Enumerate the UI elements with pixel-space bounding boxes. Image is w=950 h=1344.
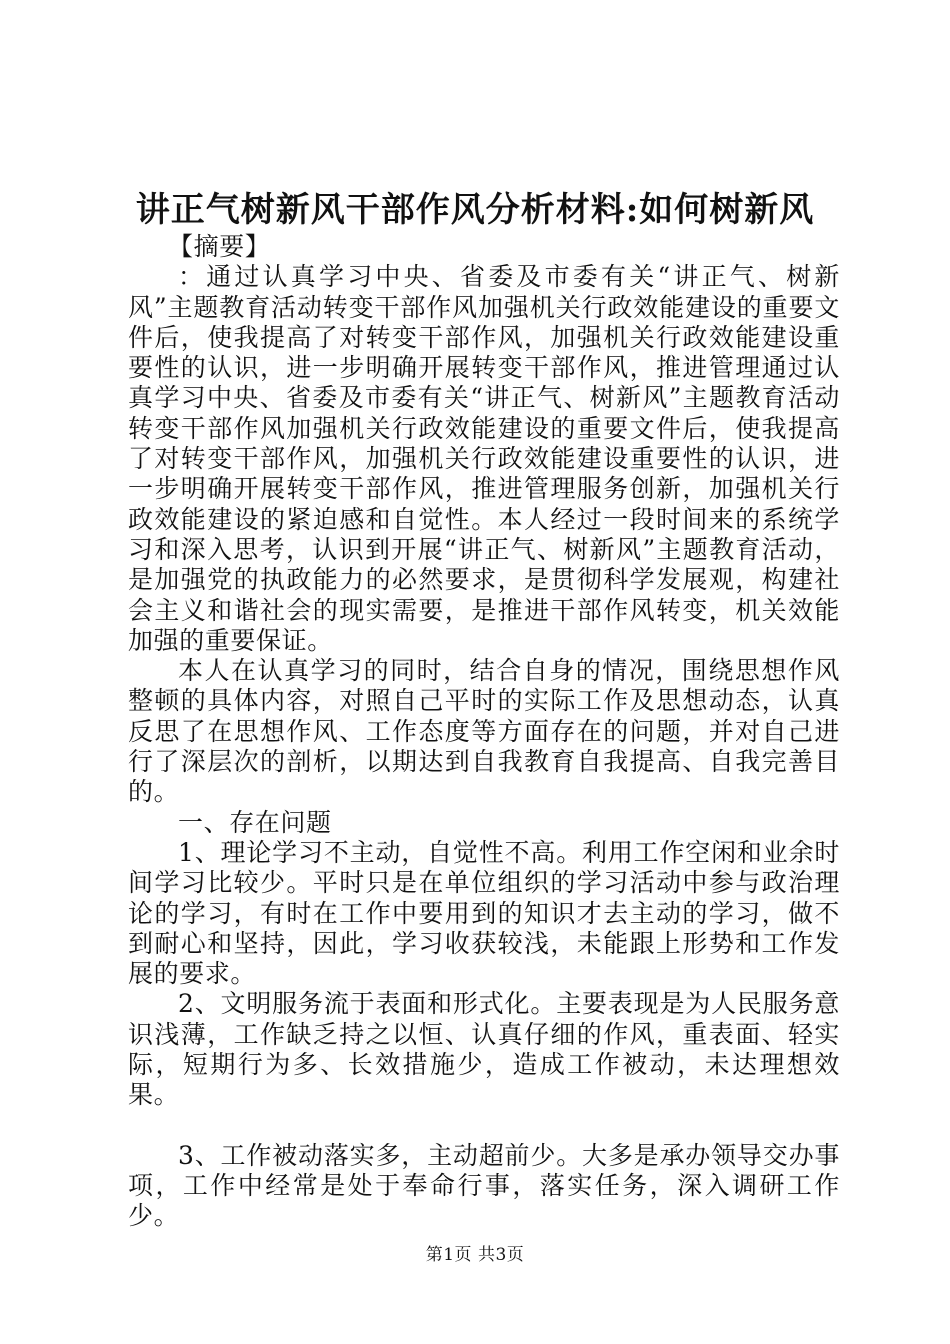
problem-item-3: 3、工作被动落实多，主动超前少。大多是承办领导交办事项，工作中经常是处于奉命行事，落实任务，深入调研工作少。	[128, 1140, 840, 1231]
document-body	[128, 232, 840, 1232]
problem-item-1: 1、理论学习不主动，自觉性不高。利用工作空闲和业余时间学习比较少。平时只是在单位组织的学习活动中参与政治理论的学习，有时在工作中要用到的知识才去主动的学习，做不到耐心和坚持，因此，学习收获较浅，未能跟上形势和工作发展的要求。	[128, 837, 840, 989]
problem-item-2: 2、文明服务流于表面和形式化。主要表现是为人民服务意识浅薄，工作缺乏持之以恒、认真仔细的作风，重表面、轻实际，短期行为多、长效措施少，造成工作被动，未达理想效果。	[128, 989, 840, 1110]
abstract-paragraph: ：通过认真学习中央、省委及市委有关“讲正气、树新风”主题教育活动转变干部作风加强机关行政效能建设的重要文件后，使我提高了对转变干部作风，加强机关行政效能建设重要性的认识，进一步明确开展转变干部作风，推进管理通过认真学习中央、省委及市委有关“讲正气、树新风”主题教育活动转变干部作风加强机关行政效能建设的重要文件后，使我提高了对转变干部作风，加强机关行政效能建设重要性的认识，进一步明确开展转变干部作风，推进管理服务创新，加强机关行政效能建设的紧迫感和自觉性。本人经过一段时间来的系统学习和深入思考，认识到开展“讲正气、树新风”主题教育活动，是加强党的执政能力的必然要求，是贯彻科学发展观，构建社会主义和谐社会的现实需要，是推进干部作风转变，机关效能加强的重要保证。	[128, 262, 840, 655]
page-footer: 第1页 共3页	[425, 1245, 525, 1265]
document-title: 讲正气树新风干部作风分析材料:如何树新风	[135, 190, 815, 230]
reflection-paragraph: 本人在认真学习的同时，结合自身的情况，围绕思想作风整顿的具体内容，对照自己平时的实际工作及思想动态，认真反思了在思想作风、工作态度等方面存在的问题，并对自己进行了深层次的剖析，以期达到自我教育自我提高、自我完善目的。	[128, 656, 840, 807]
section-heading-problems: 一、存在问题	[178, 807, 332, 837]
abstract-label: 【摘要】	[168, 232, 271, 261]
